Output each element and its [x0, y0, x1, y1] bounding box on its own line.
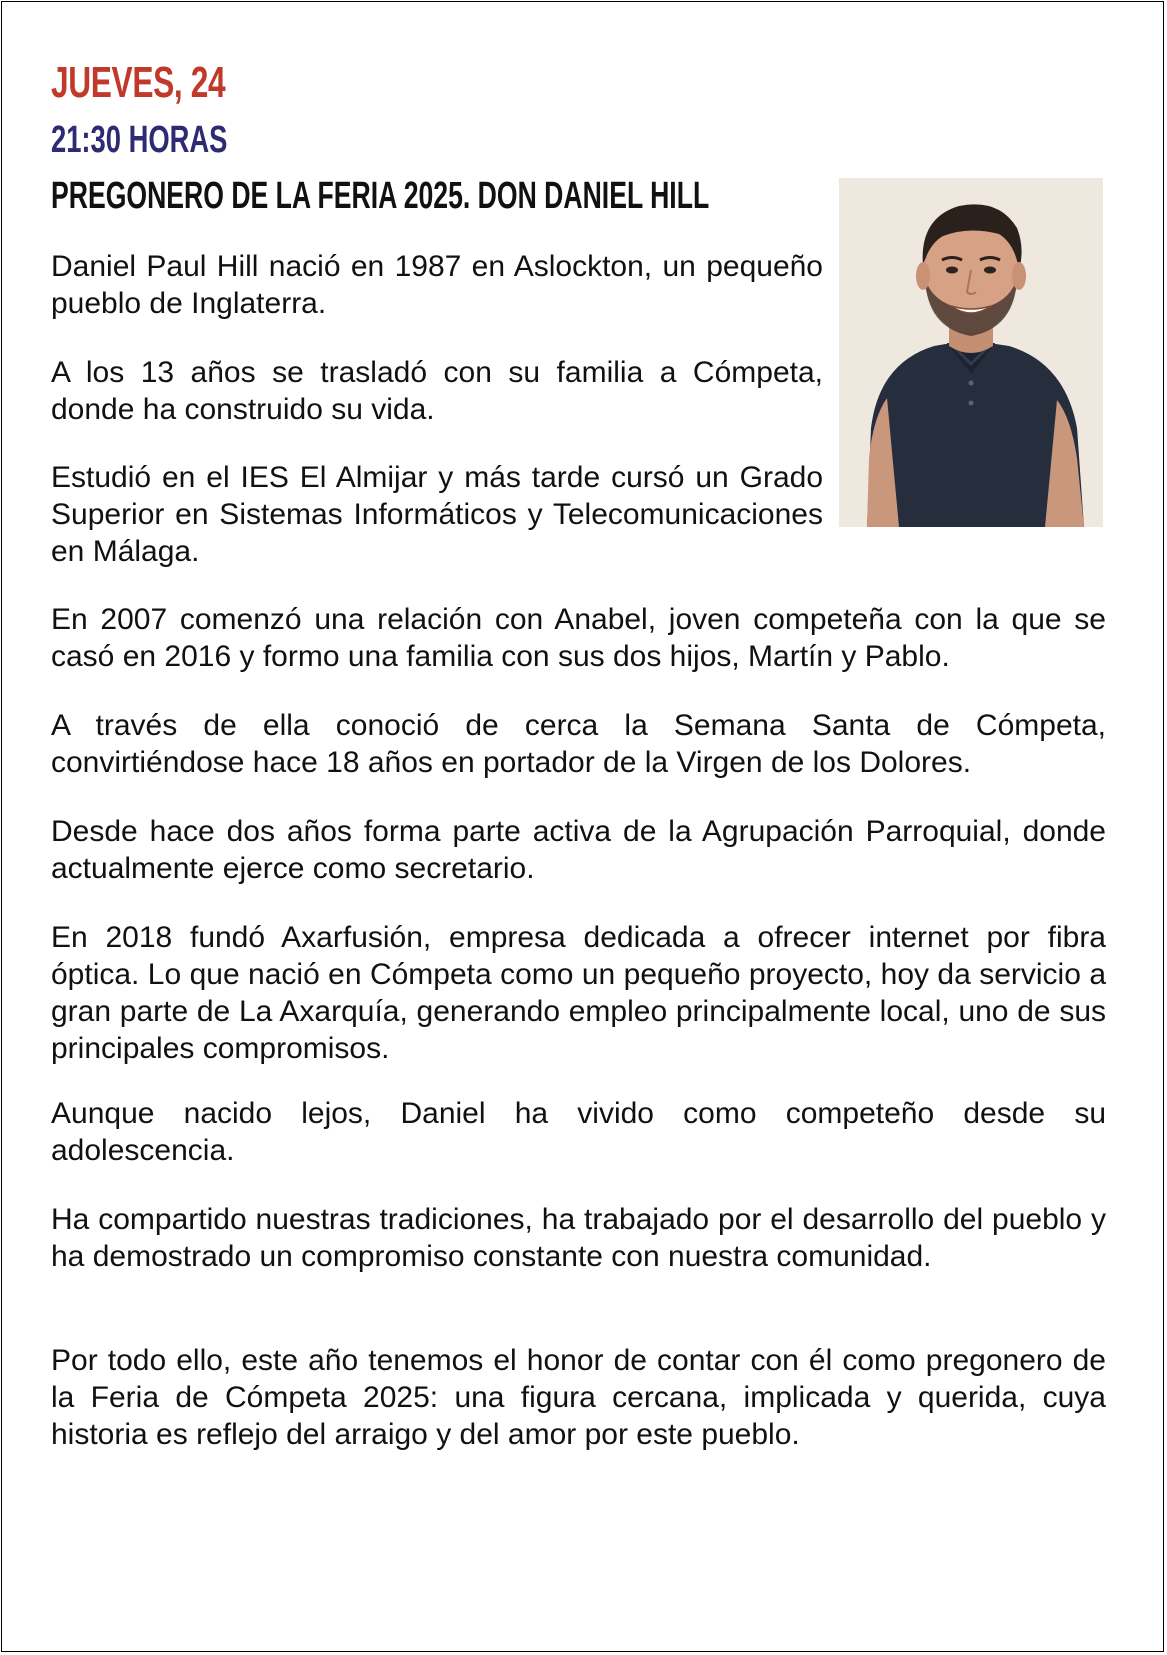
event-title: PREGONERO DE LA FERIA 2025. DON DANIEL HILL	[51, 175, 710, 217]
paragraph-traditions: Ha compartido nuestras tradiciones, ha trabajado por el desarrollo del pueblo y ha demostrado un compromiso constante con nuestra comunidad.	[51, 1203, 1106, 1273]
event-time: 21:30 HORAS	[51, 119, 228, 161]
paragraph-birth: Daniel Paul Hill nació en 1987 en Aslockton, un pequeño pueblo de Inglaterra.	[51, 250, 823, 320]
paragraph-semana-santa: A través de ella conoció de cerca la Semana Santa de Cómpeta, convirtiéndose hace 18 años en portador de la Virgen de los Dolores.	[51, 709, 1106, 779]
paragraph-move: A los 13 años se trasladó con su familia a Cómpeta, donde ha construido su vida.	[51, 356, 823, 426]
portrait-photo-icon	[839, 178, 1103, 527]
page	[1, 1, 1164, 1652]
paragraph-closing: Por todo ello, este año tenemos el honor de contar con él como pregonero de la Feria de Cómpeta 2025: una figura cercana, implicada y querida, cuya historia es reflejo del arraigo y del amor por este pueblo.	[51, 1344, 1106, 1451]
paragraph-adolescence: Aunque nacido lejos, Daniel ha vivido como competeño desde su adolescencia.	[51, 1097, 1106, 1167]
event-day: JUEVES, 24	[51, 58, 226, 107]
paragraph-agrupacion: Desde hace dos años forma parte activa de la Agrupación Parroquial, donde actualmente ejerce como secretario.	[51, 815, 1106, 885]
paragraph-axarfusion: En 2018 fundó Axarfusión, empresa dedicada a ofrecer internet por fibra óptica. Lo que nació en Cómpeta como un pequeño proyecto, hoy da servicio a gran parte de La Axarquía, generando empleo principalmente local, uno de sus principales compromisos.	[51, 921, 1106, 1065]
portrait-photo	[839, 178, 1103, 527]
paragraph-family: En 2007 comenzó una relación con Anabel, joven competeña con la que se casó en 2016 y formo una familia con sus dos hijos, Martín y Pablo.	[51, 603, 1106, 673]
paragraph-studies: Estudió en el IES El Almijar y más tarde cursó un Grado Superior en Sistemas Informáticos y Telecomunicaciones en Málaga.	[51, 461, 823, 568]
